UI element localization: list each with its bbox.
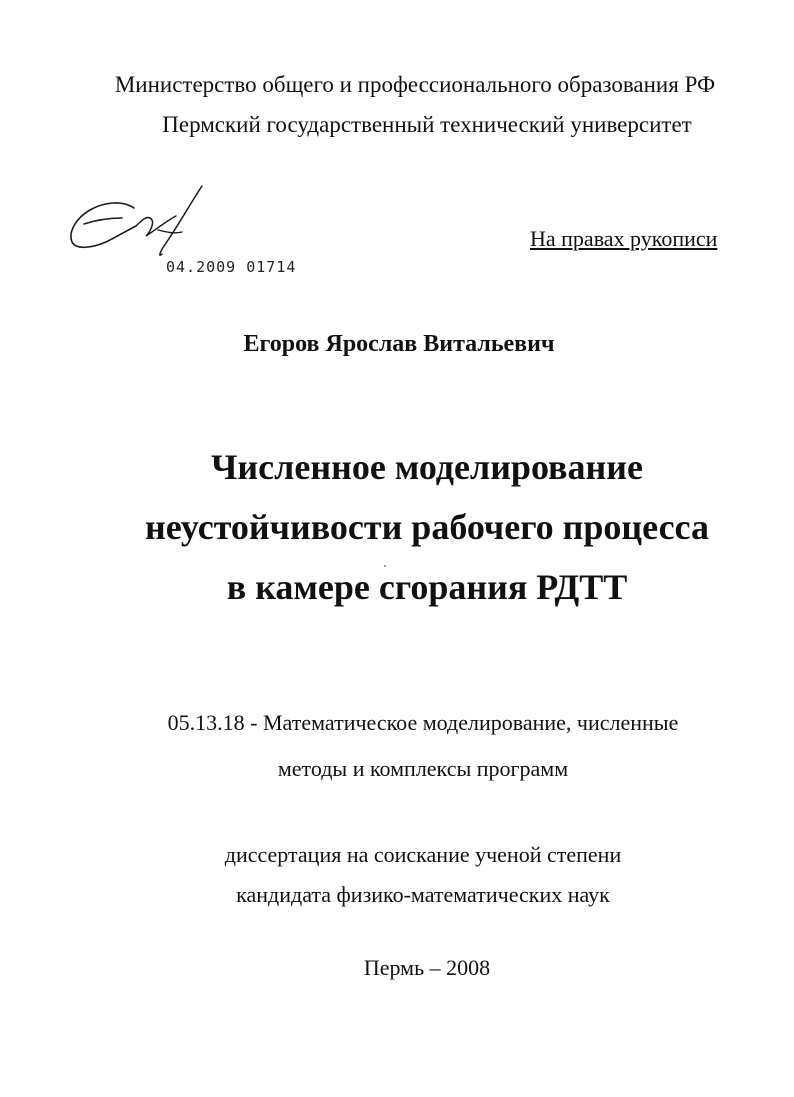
specialty-line-2: методы и комплексы программ <box>277 756 569 781</box>
university-header: Пермский государственный технический университет <box>162 112 692 137</box>
manuscript-note: На правах рукописи <box>530 226 718 251</box>
thesis-title-line-3: в камере сгорания РДТТ <box>226 567 628 607</box>
author-name: Егоров Ярослав Витальевич <box>243 331 555 357</box>
city-year: Пермь – 2008 <box>363 955 491 980</box>
thesis-title-line-2: неустойчивости рабочего процесса <box>145 507 709 547</box>
degree-statement <box>26 835 794 915</box>
degree-line-1: диссертация на соискание ученой степени <box>224 842 622 867</box>
degree-line-2: кандидата физико-математических наук <box>236 882 610 907</box>
thesis-title-line-1: Численное моделирование <box>211 447 643 487</box>
scan-speck <box>384 565 386 567</box>
handwritten-signature <box>62 180 222 270</box>
specialty-code <box>26 700 794 792</box>
thesis-title <box>30 437 794 617</box>
archive-number: 04.2009 01714 <box>166 258 297 276</box>
ministry-header: Министерство общего и профессионального образования РФ <box>114 72 716 97</box>
specialty-line-1: 05.13.18 - Математическое моделирование, численные <box>167 710 679 735</box>
